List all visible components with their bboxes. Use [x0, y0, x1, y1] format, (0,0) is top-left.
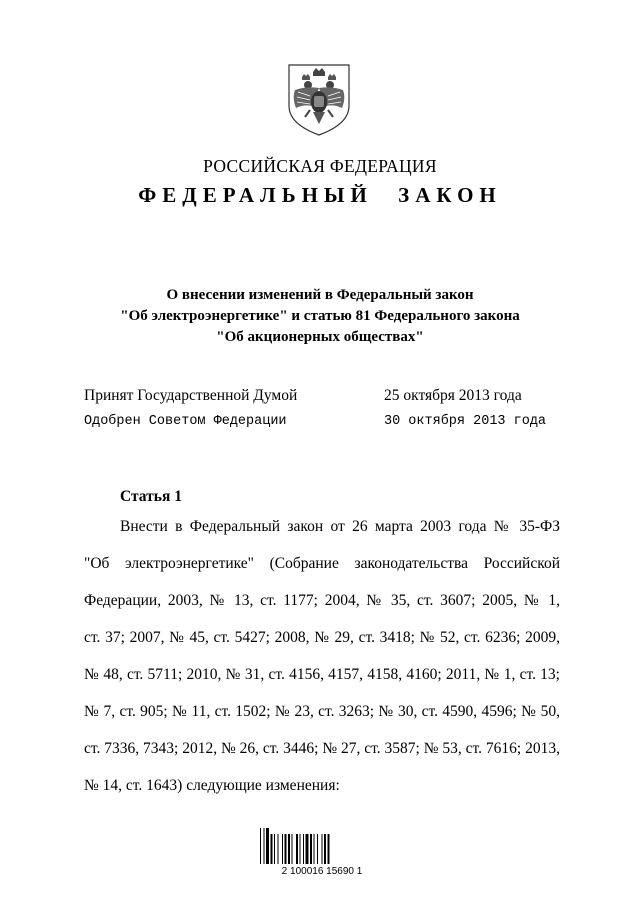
duma-adoption-label: Принят Государственной Думой: [84, 387, 298, 404]
subject-line: "Об электроэнергетике" и статью 81 Федерального закона: [120, 308, 520, 324]
barcode-stripe: [282, 834, 283, 864]
subject-line: "Об акционерных обществах": [216, 329, 424, 345]
barcode-stripe: [300, 834, 301, 864]
article-text-line: "Об электроэнергетике" (Собрание законодательства Российской: [84, 555, 560, 572]
barcode-stripe: [314, 834, 315, 864]
law-subject-title: [0, 285, 640, 348]
barcode-stripe: [306, 834, 309, 864]
subject-line: О внесении изменений в Федеральный закон: [166, 287, 474, 303]
council-approval-date: 30 октября 2013 года: [384, 414, 547, 429]
barcode-stripe: [285, 834, 287, 864]
article-heading: Статья 1: [120, 488, 182, 505]
barcode-stripe: [288, 834, 290, 864]
article-text-line: ст. 7336, 7343; 2012, № 26, ст. 3446; № 27, ст. 3587; № 53, ст. 7616; 2013,: [84, 740, 560, 757]
barcode-stripe: [271, 834, 273, 864]
barcode-stripe: [328, 834, 330, 864]
barcode-stripe: [303, 834, 304, 864]
law-type-title: ФЕДЕРАЛЬНЫЙ ЗАКОН: [138, 183, 502, 207]
barcode-stripe: [264, 828, 265, 864]
barcode-stripe: [292, 834, 293, 864]
article-text-line: № 7, ст. 905; № 11, ст. 1502; № 23, ст. 3263; № 30, ст. 4590, 4596; № 50,: [84, 703, 560, 720]
council-approval-label: Одобрен Советом Федерации: [84, 414, 287, 429]
barcode-stripe: [266, 828, 269, 864]
barcode-stripe: [322, 834, 323, 864]
barcode-stripe: [260, 828, 261, 864]
barcode-stripe: [310, 834, 312, 864]
barcode-stripe: [324, 834, 326, 864]
barcode-stripe: [296, 834, 298, 864]
duma-adoption-date: 25 октября 2013 года: [384, 387, 522, 404]
article-text-line: № 14, ст. 1643) следующие изменения:: [84, 777, 340, 794]
barcode-icon: [258, 828, 378, 866]
barcode-stripe: [278, 834, 279, 864]
article-text-line: Внести в Федеральный закон от 26 марта 2003 года № 35-ФЗ: [120, 518, 560, 535]
article-text-line: № 48, ст. 5711; 2010, № 31, ст. 4156, 4157, 4158, 4160; 2011, № 1, ст. 13;: [84, 666, 560, 683]
article-text-line: ст. 37; 2007, № 45, ст. 5427; 2008, № 29, ст. 3418; № 52, ст. 6236; 2009,: [84, 629, 560, 646]
barcode-stripe: [274, 834, 275, 864]
article-text-line: Федерации, 2003, № 13, ст. 1177; 2004, № 35, ст. 3607; 2005, № 1,: [84, 592, 560, 609]
barcode-number: 2 100016 15690 1: [281, 866, 363, 877]
barcode-stripe: [317, 834, 318, 864]
double-headed-eagle-coat-of-arms-icon: [286, 62, 352, 138]
country-name: РОССИЙСКАЯ ФЕДЕРАЦИЯ: [203, 156, 437, 176]
